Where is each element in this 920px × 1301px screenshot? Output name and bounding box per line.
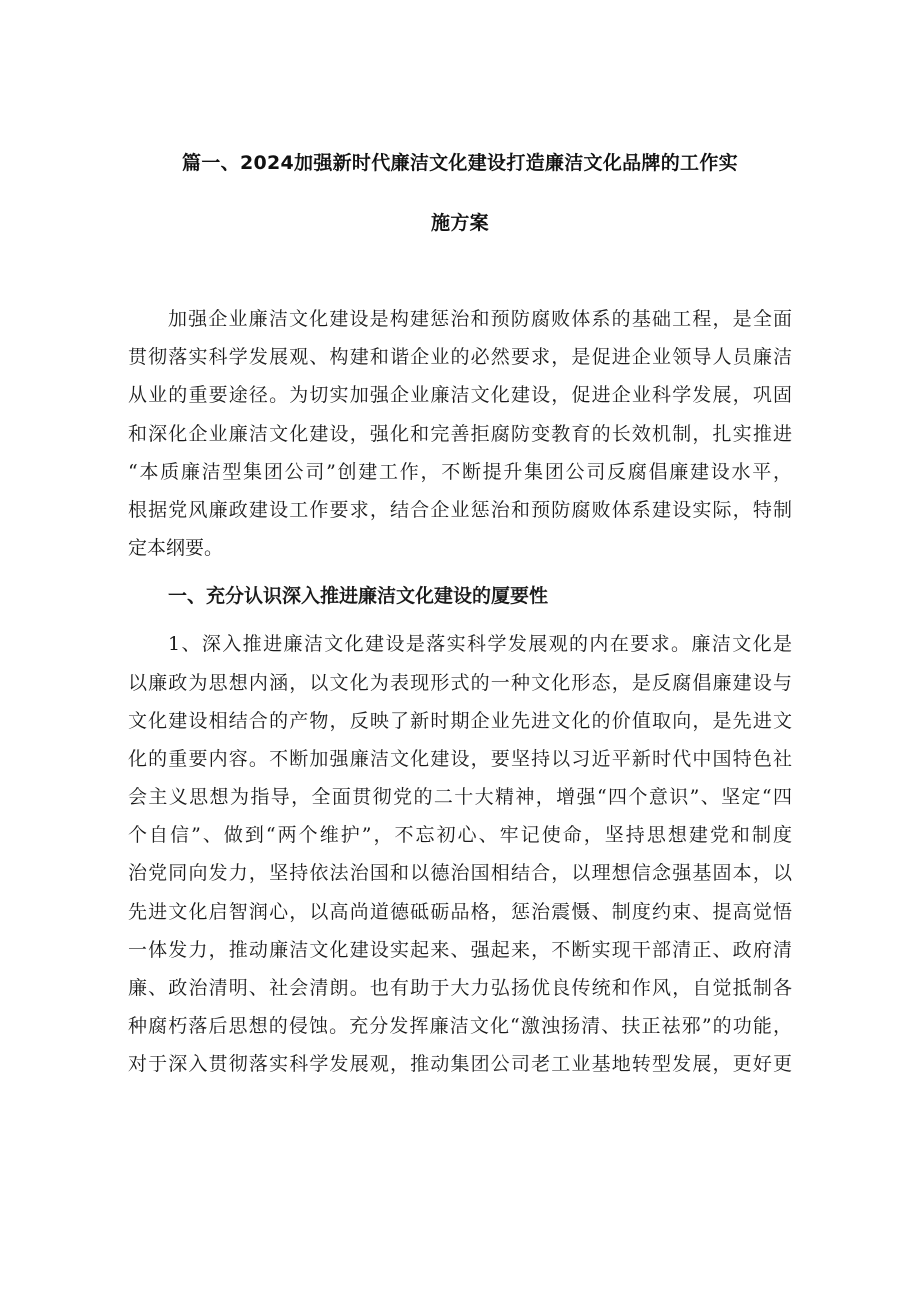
intro-paragraph-line: 从业的重要途径。为切实加强企业廉洁文化建设，促进企业科学发展，巩固 <box>128 384 792 407</box>
intro-paragraph-line: 定本纲要。 <box>128 537 224 560</box>
section-paragraph-line: 先进文化启智润心，以高尚道德砥砺品格，惩治震慑、制度约束、提高觉悟 <box>128 900 792 923</box>
section-paragraph-line: 种腐朽落后思想的侵蚀。充分发挥廉洁文化“激浊扬清、扶正祛邪”的功能， <box>128 1015 792 1038</box>
section-paragraph-line: 廉、政治清明、社会清朗。也有助于大力弘扬优良传统和作风，自觉抵制各 <box>128 977 792 999</box>
section-paragraph-line: 会主义思想为指导，全面贯彻党的二十大精神，增强“四个意识”、坚定“四 <box>128 786 792 809</box>
section-paragraph-line: 对于深入贯彻落实科学发展观，推动集团公司老工业基地转型发展，更好更 <box>128 1053 792 1076</box>
section-paragraph-line: 以廉政为思想内涵，以文化为表现形式的一种文化形态，是反腐倡廉建设与 <box>128 671 792 694</box>
intro-paragraph-line: 根据党风廉政建设工作要求，结合企业惩治和预防腐败体系建设实际，特制 <box>128 498 792 521</box>
intro-paragraph-line: 加强企业廉洁文化建设是构建惩治和预防腐败体系的基础工程，是全面 <box>168 308 792 330</box>
intro-paragraph-line: 贯彻落实科学发展观、构建和谐企业的必然要求，是促进企业领导人员廉洁 <box>128 346 792 369</box>
section-paragraph-line: 一体发力，推动廉洁文化建设实起来、强起来，不断实现干部清正、政府清 <box>128 938 792 961</box>
intro-paragraph-line: 和深化企业廉洁文化建设，强化和完善拒腐防变教育的长效机制，扎实推进 <box>128 422 792 445</box>
document-title-line-2: 施方案 <box>431 212 489 234</box>
section-paragraph-line: 文化建设相结合的产物，反映了新时期企业先进文化的价值取向，是先进文 <box>128 709 792 732</box>
section-paragraph-line: 治党同向发力，坚持依法治国和以德治国相结合，以理想信念强基固本，以 <box>128 862 792 885</box>
section-paragraph-line: 个自信”、做到“两个维护”，不忘初心、牢记使命，坚持思想建党和制度 <box>128 824 792 847</box>
document-body <box>128 300 792 1084</box>
intro-paragraph-line: “本质廉洁型集团公司”创建工作，不断提升集团公司反腐倡廉建设水平， <box>128 460 792 483</box>
section-paragraph-line: 1、深入推进廉洁文化建设是落实科学发展观的内在要求。廉洁文化是 <box>168 633 792 656</box>
section-heading: 一、充分认识深入推进廉洁文化建设的厦要性 <box>168 585 549 608</box>
document-title-line-1: 篇一、2024加强新时代廉洁文化建设打造廉洁文化品牌的工作实 <box>182 152 738 174</box>
section-paragraph-line: 化的重要内容。不断加强廉洁文化建设，要坚持以习近平新时代中国特色社 <box>128 747 792 770</box>
